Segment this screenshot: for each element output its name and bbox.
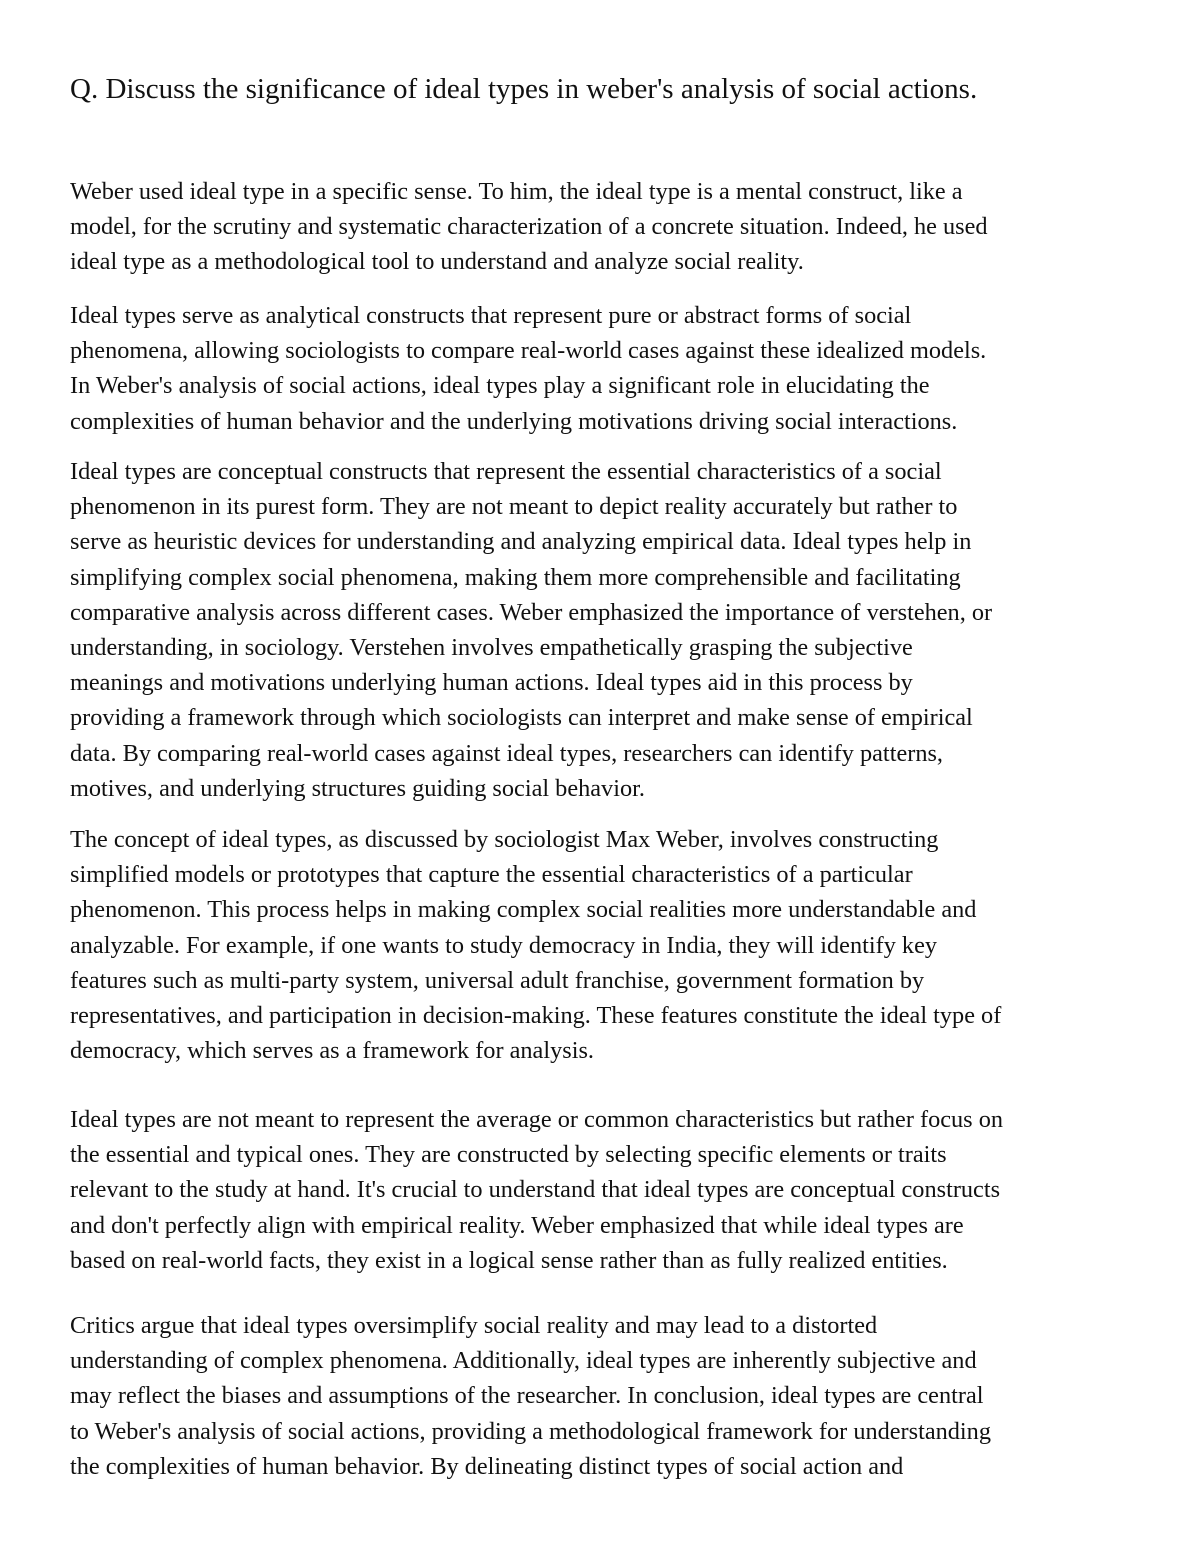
paragraph-line: features such as multi-party system, universal adult franchise, government formation by xyxy=(70,966,925,994)
paragraph-line: Weber used ideal type in a specific sense. To him, the ideal type is a mental construct, like a xyxy=(70,178,963,205)
paragraph-4 xyxy=(70,822,1140,1068)
paragraph-line: meanings and motivations underlying human actions. Ideal types aid in this process by xyxy=(70,669,913,697)
paragraph-line: may reflect the biases and assumptions of the researcher. In conclusion, ideal types are central xyxy=(70,1382,984,1410)
paragraph-line: Ideal types are conceptual constructs that represent the essential characteristics of a social xyxy=(70,458,942,485)
paragraph-line: motives, and underlying structures guiding social behavior. xyxy=(70,774,645,802)
question-heading: Q. Discuss the significance of ideal types in weber's analysis of social actions. xyxy=(70,73,978,105)
paragraph-line: Ideal types serve as analytical constructs that represent pure or abstract forms of social xyxy=(70,302,912,329)
paragraph-3 xyxy=(70,454,1140,806)
paragraph-2 xyxy=(70,298,1140,439)
paragraph-line: providing a framework through which sociologists can interpret and make sense of empirical xyxy=(70,704,973,732)
paragraph-line: and don't perfectly align with empirical reality. Weber emphasized that while ideal types are xyxy=(70,1211,964,1239)
paragraph-line: phenomenon in its purest form. They are not meant to depict reality accurately but rather to xyxy=(70,493,958,521)
paragraph-line: to Weber's analysis of social actions, providing a methodological framework for understanding xyxy=(70,1417,991,1445)
paragraph-line: phenomena, allowing sociologists to compare real-world cases against these idealized models. xyxy=(70,337,987,365)
paragraph-line: complexities of human behavior and the underlying motivations driving social interactions. xyxy=(70,407,958,435)
paragraph-line: relevant to the study at hand. It's crucial to understand that ideal types are conceptual constructs xyxy=(70,1176,1001,1204)
paragraph-line: analyzable. For example, if one wants to study democracy in India, they will identify key xyxy=(70,931,938,959)
paragraph-line: model, for the scrutiny and systematic characterization of a concrete situation. Indeed, he used xyxy=(70,213,988,241)
paragraph-line: the essential and typical ones. They are constructed by selecting specific elements or traits xyxy=(70,1141,947,1169)
paragraph-5 xyxy=(70,1102,1140,1278)
paragraph-line: serve as heuristic devices for understanding and analyzing empirical data. Ideal types help in xyxy=(70,528,972,556)
paragraph-line: based on real-world facts, they exist in a logical sense rather than as fully realized entities. xyxy=(70,1246,948,1274)
paragraph-line: comparative analysis across different cases. Weber emphasized the importance of verstehen, or xyxy=(70,598,993,626)
paragraph-line: data. By comparing real-world cases against ideal types, researchers can identify patterns, xyxy=(70,739,943,767)
paragraph-line: ideal type as a methodological tool to understand and analyze social reality. xyxy=(70,248,804,276)
paragraph-line: simplifying complex social phenomena, making them more comprehensible and facilitating xyxy=(70,563,961,591)
paragraph-1 xyxy=(70,174,1140,280)
paragraph-line: Ideal types are not meant to represent the average or common characteristics but rather focus on xyxy=(70,1106,1004,1133)
paragraph-line: democracy, which serves as a framework for analysis. xyxy=(70,1037,594,1065)
paragraph-line: Critics argue that ideal types oversimplify social reality and may lead to a distorted xyxy=(70,1312,878,1339)
paragraph-line: In Weber's analysis of social actions, ideal types play a significant role in elucidating the xyxy=(70,372,930,400)
paragraph-6 xyxy=(70,1308,1140,1484)
paragraph-line: understanding, in sociology. Verstehen involves empathetically grasping the subjective xyxy=(70,634,913,662)
paragraph-line: The concept of ideal types, as discussed by sociologist Max Weber, involves constructing xyxy=(70,826,939,853)
paragraph-line: understanding of complex phenomena. Additionally, ideal types are inherently subjective and xyxy=(70,1347,977,1375)
paragraph-line: simplified models or prototypes that capture the essential characteristics of a particular xyxy=(70,861,913,889)
paragraph-line: phenomenon. This process helps in making complex social realities more understandable and xyxy=(70,896,977,924)
paragraph-line: representatives, and participation in decision-making. These features constitute the ideal type of xyxy=(70,1002,1002,1030)
paragraph-line: the complexities of human behavior. By delineating distinct types of social action and xyxy=(70,1452,904,1480)
